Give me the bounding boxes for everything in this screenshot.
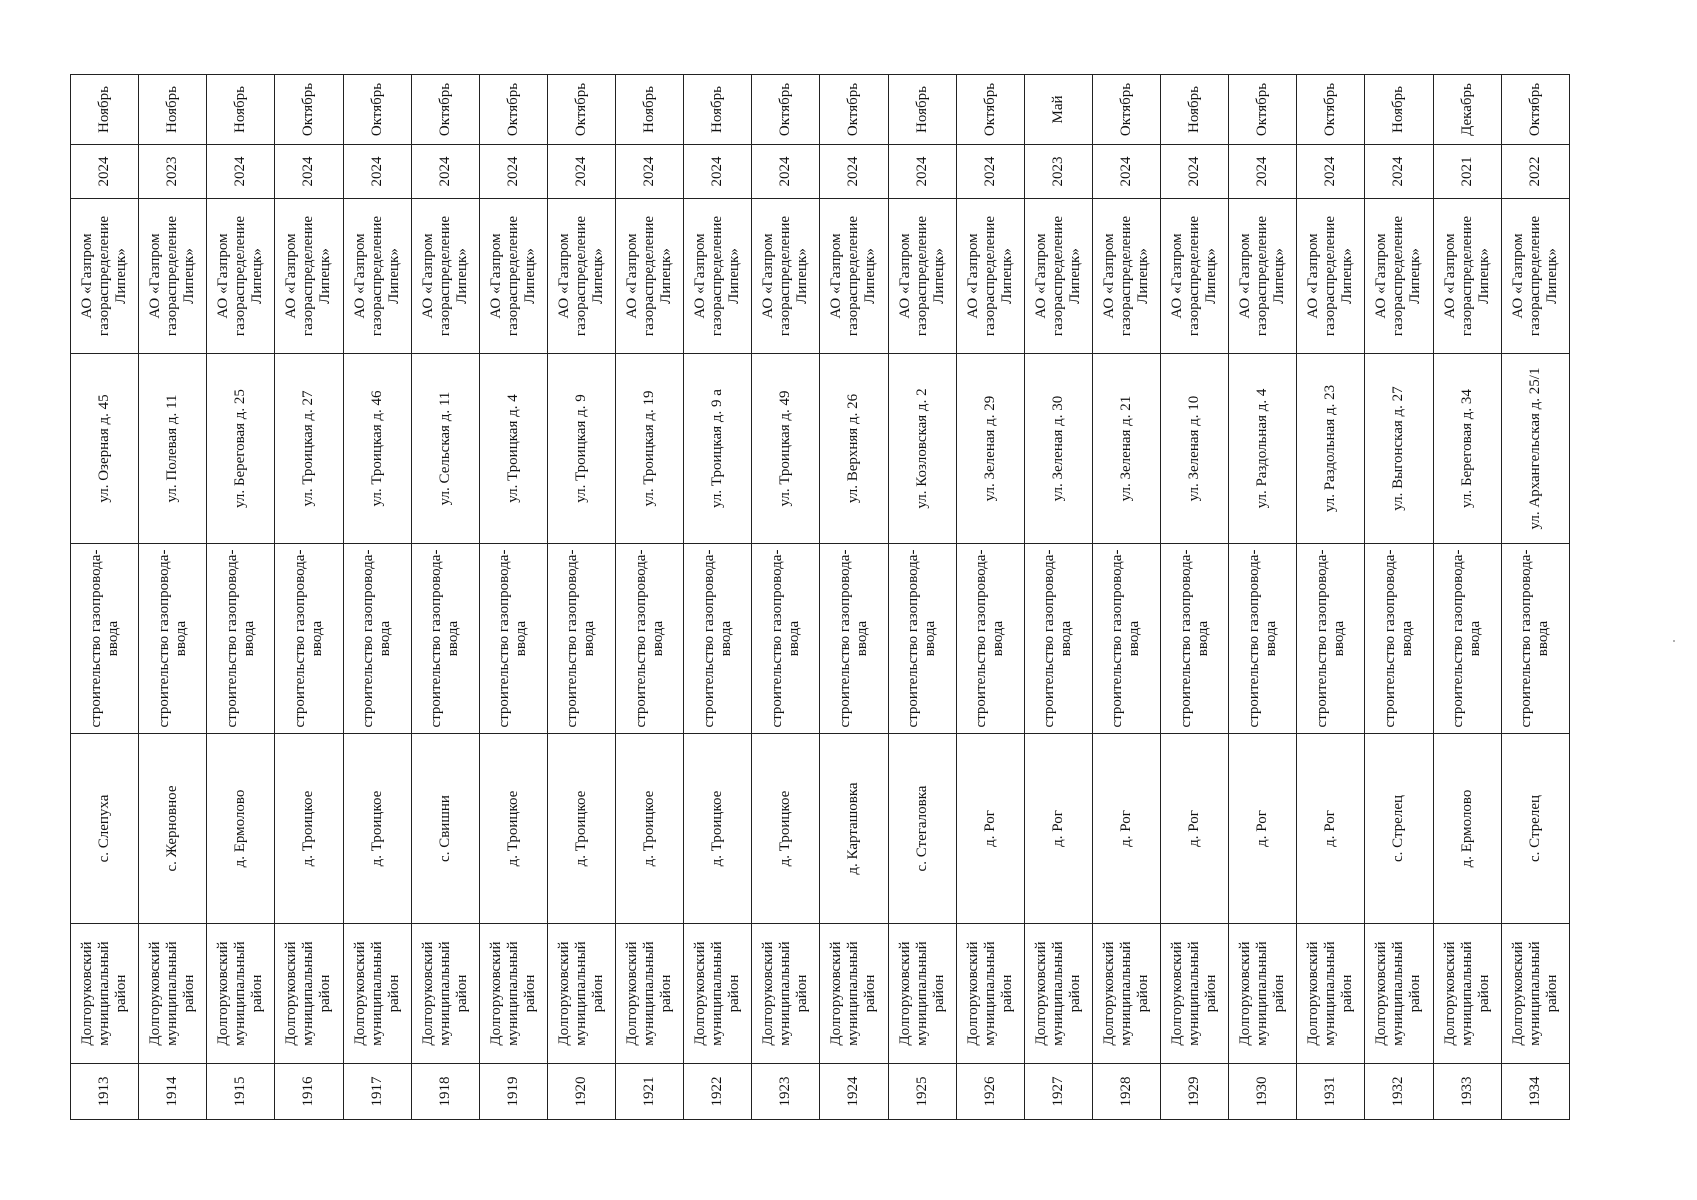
table-row xyxy=(479,75,547,1120)
organization-cell: АО «Газпром газораспределение Липецк» xyxy=(684,199,752,354)
address-cell: ул. Троицкая д. 46 xyxy=(343,354,411,544)
organization-cell: АО «Газпром газораспределение Липецк» xyxy=(752,199,820,354)
district-cell: Долгоруковский муниципальный район xyxy=(956,924,1024,1064)
address-cell: ул. Верхняя д. 26 xyxy=(820,354,888,544)
district-cell: Долгоруковский муниципальный район xyxy=(684,924,752,1064)
month-cell: Ноябрь xyxy=(616,75,684,145)
address-cell: ул. Троицкая д. 27 xyxy=(275,354,343,544)
month-cell: Октябрь xyxy=(956,75,1024,145)
organization-cell: АО «Газпром газораспределение Липецк» xyxy=(1092,199,1160,354)
year-cell: 2024 xyxy=(207,145,275,199)
table-row xyxy=(343,75,411,1120)
table-row xyxy=(1024,75,1092,1120)
work-type-cell: строительство газопровода-ввода xyxy=(616,544,684,734)
row-number: 1931 xyxy=(1297,1064,1365,1120)
month-cell: Октябрь xyxy=(1501,75,1569,145)
rotated-table-wrapper xyxy=(70,82,1570,1120)
locality-cell: с. Жерновное xyxy=(139,734,207,924)
work-type-cell: строительство газопровода-ввода xyxy=(1297,544,1365,734)
row-number: 1929 xyxy=(1161,1064,1229,1120)
table-row xyxy=(616,75,684,1120)
table-row xyxy=(275,75,343,1120)
locality-cell: д. Рог xyxy=(956,734,1024,924)
year-cell: 2024 xyxy=(752,145,820,199)
table-row xyxy=(411,75,479,1120)
address-cell: ул. Зеленая д. 29 xyxy=(956,354,1024,544)
work-type-cell: строительство газопровода-ввода xyxy=(343,544,411,734)
year-cell: 2024 xyxy=(547,145,615,199)
work-type-cell: строительство газопровода-ввода xyxy=(1092,544,1160,734)
gas-connection-table xyxy=(70,74,1570,1120)
month-cell: Ноябрь xyxy=(1365,75,1433,145)
table-row xyxy=(71,75,139,1120)
locality-cell: д. Троицкое xyxy=(547,734,615,924)
address-cell: ул. Зеленая д. 10 xyxy=(1161,354,1229,544)
work-type-cell: строительство газопровода-ввода xyxy=(1365,544,1433,734)
row-number: 1919 xyxy=(479,1064,547,1120)
row-number: 1924 xyxy=(820,1064,888,1120)
organization-cell: АО «Газпром газораспределение Липецк» xyxy=(275,199,343,354)
row-number: 1927 xyxy=(1024,1064,1092,1120)
organization-cell: АО «Газпром газораспределение Липецк» xyxy=(820,199,888,354)
organization-cell: АО «Газпром газораспределение Липецк» xyxy=(1433,199,1501,354)
address-cell: ул. Раздольная д. 4 xyxy=(1229,354,1297,544)
district-cell: Долгоруковский муниципальный район xyxy=(1161,924,1229,1064)
work-type-cell: строительство газопровода-ввода xyxy=(207,544,275,734)
year-cell: 2024 xyxy=(1365,145,1433,199)
address-cell: ул. Береговая д. 25 xyxy=(207,354,275,544)
address-cell: ул. Троицкая д. 9 xyxy=(547,354,615,544)
month-cell: Ноябрь xyxy=(684,75,752,145)
year-cell: 2024 xyxy=(1161,145,1229,199)
row-number: 1918 xyxy=(411,1064,479,1120)
year-cell: 2023 xyxy=(1024,145,1092,199)
district-cell: Долгоруковский муниципальный район xyxy=(547,924,615,1064)
organization-cell: АО «Газпром газораспределение Липецк» xyxy=(956,199,1024,354)
organization-cell: АО «Газпром газораспределение Липецк» xyxy=(1297,199,1365,354)
district-cell: Долгоруковский муниципальный район xyxy=(1024,924,1092,1064)
work-type-cell: строительство газопровода-ввода xyxy=(547,544,615,734)
row-number: 1914 xyxy=(139,1064,207,1120)
year-cell: 2024 xyxy=(1297,145,1365,199)
table-row xyxy=(1297,75,1365,1120)
organization-cell: АО «Газпром газораспределение Липецк» xyxy=(139,199,207,354)
row-number: 1922 xyxy=(684,1064,752,1120)
district-cell: Долгоруковский муниципальный район xyxy=(71,924,139,1064)
year-cell: 2024 xyxy=(956,145,1024,199)
work-type-cell: строительство газопровода-ввода xyxy=(888,544,956,734)
table-row xyxy=(1161,75,1229,1120)
district-cell: Долгоруковский муниципальный район xyxy=(888,924,956,1064)
row-number: 1933 xyxy=(1433,1064,1501,1120)
table-row xyxy=(1092,75,1160,1120)
district-cell: Долгоруковский муниципальный район xyxy=(616,924,684,1064)
month-cell: Октябрь xyxy=(343,75,411,145)
scan-speck xyxy=(1673,640,1675,642)
month-cell: Октябрь xyxy=(411,75,479,145)
month-cell: Октябрь xyxy=(1229,75,1297,145)
row-number: 1916 xyxy=(275,1064,343,1120)
row-number: 1926 xyxy=(956,1064,1024,1120)
organization-cell: АО «Газпром газораспределение Липецк» xyxy=(411,199,479,354)
table-row xyxy=(547,75,615,1120)
table-row xyxy=(752,75,820,1120)
row-number: 1921 xyxy=(616,1064,684,1120)
work-type-cell: строительство газопровода-ввода xyxy=(1024,544,1092,734)
month-cell: Ноябрь xyxy=(888,75,956,145)
year-cell: 2024 xyxy=(888,145,956,199)
table-row xyxy=(1501,75,1569,1120)
locality-cell: д. Рог xyxy=(1092,734,1160,924)
locality-cell: д. Рог xyxy=(1024,734,1092,924)
work-type-cell: строительство газопровода-ввода xyxy=(275,544,343,734)
month-cell: Ноябрь xyxy=(139,75,207,145)
locality-cell: д. Ермолово xyxy=(1433,734,1501,924)
table-row xyxy=(1365,75,1433,1120)
locality-cell: д. Троицкое xyxy=(752,734,820,924)
year-cell: 2021 xyxy=(1433,145,1501,199)
district-cell: Долгоруковский муниципальный район xyxy=(139,924,207,1064)
month-cell: Октябрь xyxy=(547,75,615,145)
year-cell: 2024 xyxy=(1229,145,1297,199)
row-number: 1923 xyxy=(752,1064,820,1120)
month-cell: Ноябрь xyxy=(207,75,275,145)
year-cell: 2024 xyxy=(343,145,411,199)
address-cell: ул. Архангельская д. 25/1 xyxy=(1501,354,1569,544)
work-type-cell: строительство газопровода-ввода xyxy=(752,544,820,734)
organization-cell: АО «Газпром газораспределение Липецк» xyxy=(343,199,411,354)
row-number: 1915 xyxy=(207,1064,275,1120)
organization-cell: АО «Газпром газораспределение Липецк» xyxy=(1365,199,1433,354)
table-row xyxy=(1433,75,1501,1120)
address-cell: ул. Раздольная д. 23 xyxy=(1297,354,1365,544)
district-cell: Долгоруковский муниципальный район xyxy=(479,924,547,1064)
district-cell: Долгоруковский муниципальный район xyxy=(1297,924,1365,1064)
year-cell: 2024 xyxy=(820,145,888,199)
locality-cell: д. Троицкое xyxy=(684,734,752,924)
work-type-cell: строительство газопровода-ввода xyxy=(139,544,207,734)
row-number: 1934 xyxy=(1501,1064,1569,1120)
organization-cell: АО «Газпром газораспределение Липецк» xyxy=(547,199,615,354)
address-cell: ул. Полевая д. 11 xyxy=(139,354,207,544)
locality-cell: д. Рог xyxy=(1297,734,1365,924)
month-cell: Октябрь xyxy=(1297,75,1365,145)
address-cell: ул. Зеленая д. 21 xyxy=(1092,354,1160,544)
address-cell: ул. Козловская д. 2 xyxy=(888,354,956,544)
month-cell: Октябрь xyxy=(820,75,888,145)
locality-cell: д. Рог xyxy=(1161,734,1229,924)
row-number: 1930 xyxy=(1229,1064,1297,1120)
row-number: 1925 xyxy=(888,1064,956,1120)
year-cell: 2024 xyxy=(684,145,752,199)
organization-cell: АО «Газпром газораспределение Липецк» xyxy=(71,199,139,354)
locality-cell: с. Стегаловка xyxy=(888,734,956,924)
row-number: 1932 xyxy=(1365,1064,1433,1120)
work-type-cell: строительство газопровода-ввода xyxy=(479,544,547,734)
work-type-cell: строительство газопровода-ввода xyxy=(1433,544,1501,734)
row-number: 1928 xyxy=(1092,1064,1160,1120)
address-cell: ул. Троицкая д. 4 xyxy=(479,354,547,544)
month-cell: Октябрь xyxy=(479,75,547,145)
locality-cell: с. Стрелец xyxy=(1501,734,1569,924)
work-type-cell: строительство газопровода-ввода xyxy=(956,544,1024,734)
address-cell: ул. Троицкая д. 9 а xyxy=(684,354,752,544)
address-cell: ул. Зеленая д. 30 xyxy=(1024,354,1092,544)
year-cell: 2024 xyxy=(411,145,479,199)
locality-cell: д. Троицкое xyxy=(616,734,684,924)
row-number: 1917 xyxy=(343,1064,411,1120)
month-cell: Ноябрь xyxy=(1161,75,1229,145)
organization-cell: АО «Газпром газораспределение Липецк» xyxy=(479,199,547,354)
month-cell: Октябрь xyxy=(275,75,343,145)
month-cell: Ноябрь xyxy=(71,75,139,145)
district-cell: Долгоруковский муниципальный район xyxy=(1365,924,1433,1064)
month-cell: Май xyxy=(1024,75,1092,145)
work-type-cell: строительство газопровода-ввода xyxy=(1501,544,1569,734)
address-cell: ул. Сельская д. 11 xyxy=(411,354,479,544)
work-type-cell: строительство газопровода-ввода xyxy=(71,544,139,734)
work-type-cell: строительство газопровода-ввода xyxy=(1229,544,1297,734)
locality-cell: с. Стрелец xyxy=(1365,734,1433,924)
district-cell: Долгоруковский муниципальный район xyxy=(343,924,411,1064)
locality-cell: д. Карташовка xyxy=(820,734,888,924)
locality-cell: д. Троицкое xyxy=(275,734,343,924)
district-cell: Долгоруковский муниципальный район xyxy=(207,924,275,1064)
address-cell: ул. Выгонская д. 27 xyxy=(1365,354,1433,544)
row-number: 1913 xyxy=(71,1064,139,1120)
work-type-cell: строительство газопровода-ввода xyxy=(1161,544,1229,734)
locality-cell: д. Троицкое xyxy=(479,734,547,924)
work-type-cell: строительство газопровода-ввода xyxy=(820,544,888,734)
year-cell: 2024 xyxy=(479,145,547,199)
month-cell: Октябрь xyxy=(1092,75,1160,145)
year-cell: 2024 xyxy=(616,145,684,199)
address-cell: ул. Озерная д. 45 xyxy=(71,354,139,544)
organization-cell: АО «Газпром газораспределение Липецк» xyxy=(1229,199,1297,354)
row-number: 1920 xyxy=(547,1064,615,1120)
district-cell: Долгоруковский муниципальный район xyxy=(820,924,888,1064)
locality-cell: д. Ермолово xyxy=(207,734,275,924)
district-cell: Долгоруковский муниципальный район xyxy=(1092,924,1160,1064)
locality-cell: с. Слепуха xyxy=(71,734,139,924)
year-cell: 2022 xyxy=(1501,145,1569,199)
organization-cell: АО «Газпром газораспределение Липецк» xyxy=(888,199,956,354)
month-cell: Октябрь xyxy=(752,75,820,145)
district-cell: Долгоруковский муниципальный район xyxy=(1229,924,1297,1064)
address-cell: ул. Троицкая д. 19 xyxy=(616,354,684,544)
district-cell: Долгоруковский муниципальный район xyxy=(1433,924,1501,1064)
district-cell: Долгоруковский муниципальный район xyxy=(1501,924,1569,1064)
year-cell: 2024 xyxy=(275,145,343,199)
table-body xyxy=(71,75,1570,1120)
table-row xyxy=(820,75,888,1120)
address-cell: ул. Троицкая д. 49 xyxy=(752,354,820,544)
locality-cell: с. Свишни xyxy=(411,734,479,924)
table-row xyxy=(684,75,752,1120)
table-row xyxy=(956,75,1024,1120)
work-type-cell: строительство газопровода-ввода xyxy=(411,544,479,734)
year-cell: 2024 xyxy=(71,145,139,199)
organization-cell: АО «Газпром газораспределение Липецк» xyxy=(616,199,684,354)
table-row xyxy=(1229,75,1297,1120)
year-cell: 2024 xyxy=(1092,145,1160,199)
table-row xyxy=(139,75,207,1120)
year-cell: 2023 xyxy=(139,145,207,199)
locality-cell: д. Троицкое xyxy=(343,734,411,924)
locality-cell: д. Рог xyxy=(1229,734,1297,924)
organization-cell: АО «Газпром газораспределение Липецк» xyxy=(1024,199,1092,354)
work-type-cell: строительство газопровода-ввода xyxy=(684,544,752,734)
address-cell: ул. Береговая д. 34 xyxy=(1433,354,1501,544)
district-cell: Долгоруковский муниципальный район xyxy=(411,924,479,1064)
district-cell: Долгоруковский муниципальный район xyxy=(752,924,820,1064)
organization-cell: АО «Газпром газораспределение Липецк» xyxy=(1501,199,1569,354)
month-cell: Декабрь xyxy=(1433,75,1501,145)
organization-cell: АО «Газпром газораспределение Липецк» xyxy=(207,199,275,354)
district-cell: Долгоруковский муниципальный район xyxy=(275,924,343,1064)
organization-cell: АО «Газпром газораспределение Липецк» xyxy=(1161,199,1229,354)
table-row xyxy=(888,75,956,1120)
table-row xyxy=(207,75,275,1120)
